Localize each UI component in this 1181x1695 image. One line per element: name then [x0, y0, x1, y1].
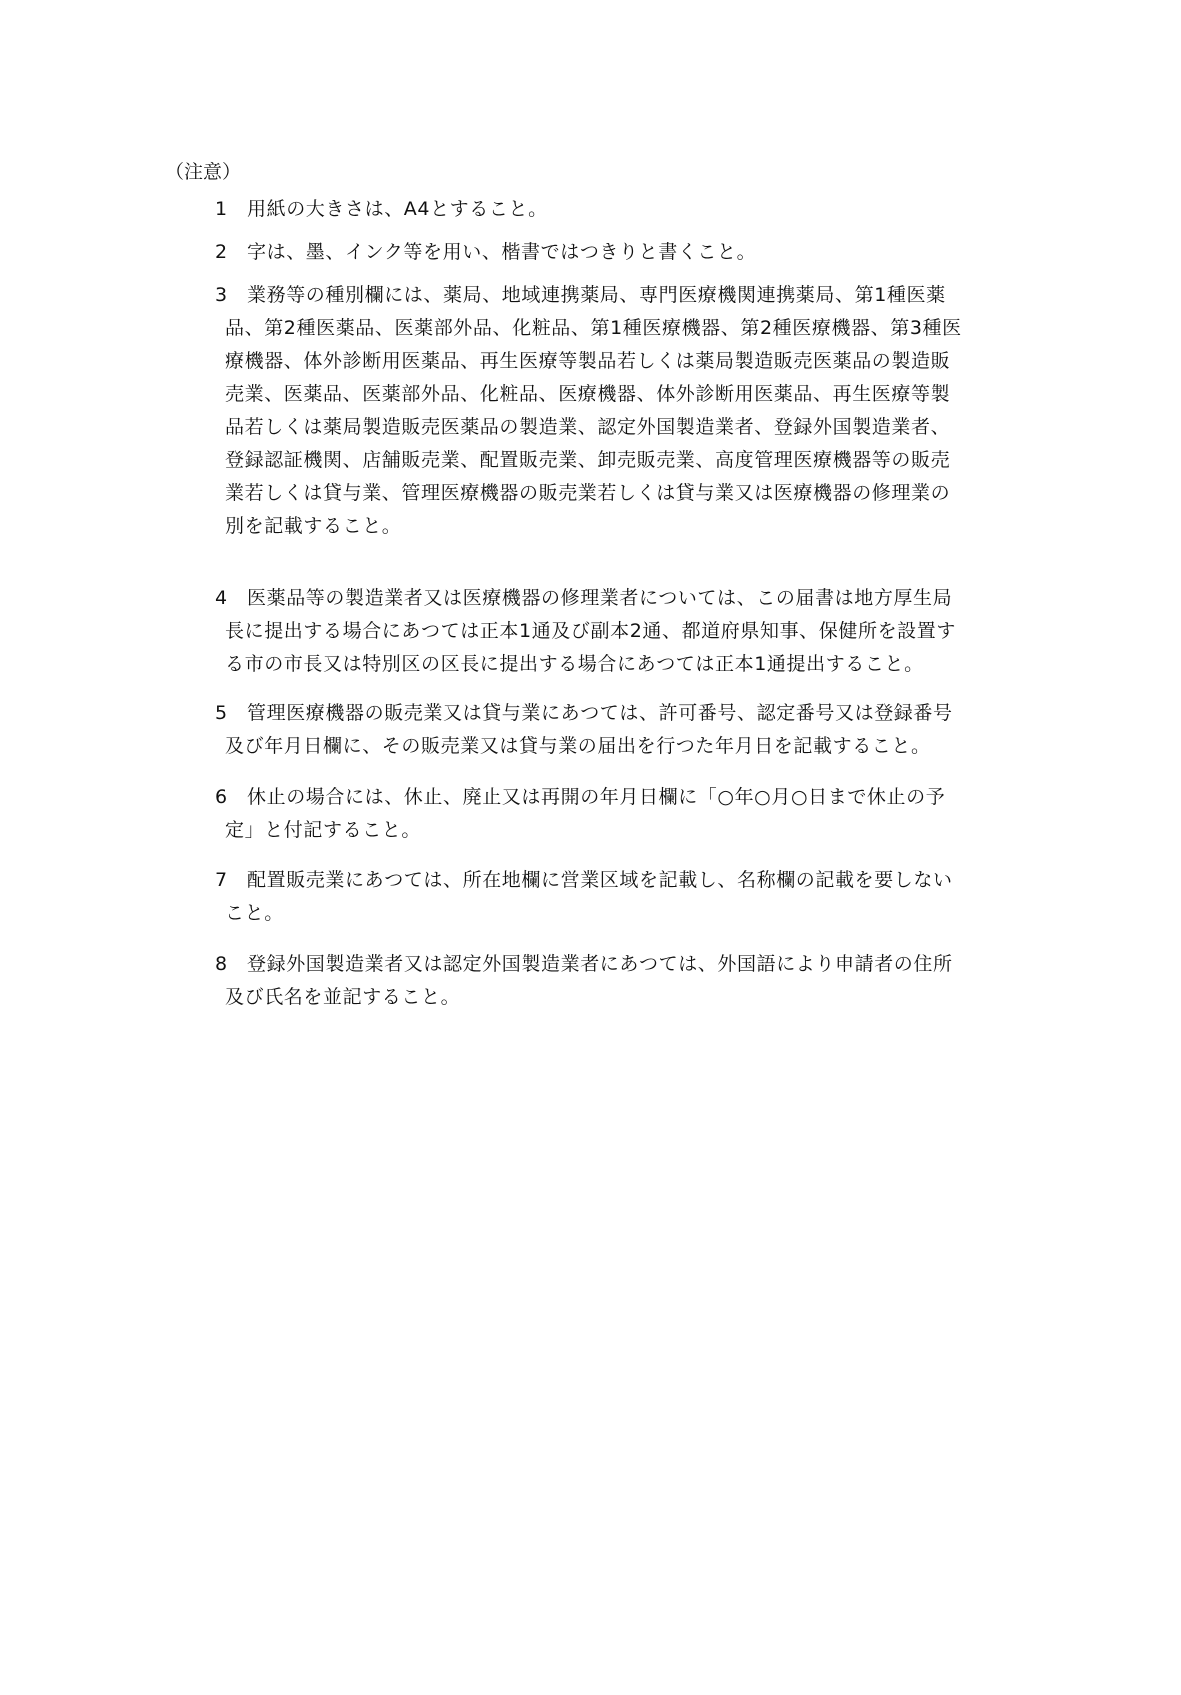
note-number: 4: [215, 587, 228, 609]
note-line: 業若しくは貸与業、管理医療機器の販売業若しくは貸与業又は医療機器の修理業の: [225, 482, 951, 504]
note-line: 配置販売業にあつては、所在地欄に営業区域を記載し、名称欄の記載を要しない: [247, 869, 953, 891]
note-line: 品、第2種医薬品、医薬部外品、化粧品、第1種医療機器、第2種医療機器、第3種医: [225, 317, 962, 339]
note-number: 1: [215, 198, 228, 220]
note-line: 休止の場合には、休止、廃止又は再開の年月日欄に「○年○月○日まで休止の予: [247, 786, 946, 808]
note-number: 3: [215, 284, 228, 306]
note-item-7: [215, 864, 1025, 930]
notes-heading: （注意）: [165, 161, 242, 183]
note-line: 管理医療機器の販売業又は貸与業にあつては、許可番号、認定番号又は登録番号: [247, 702, 953, 724]
note-item-8: [215, 948, 1025, 1014]
note-line: 療機器、体外診断用医薬品、再生医療等製品若しくは薬局製造販売医薬品の製造販: [225, 350, 951, 372]
note-number: 7: [215, 869, 228, 891]
note-line: 品若しくは薬局製造販売医薬品の製造業、認定外国製造業者、登録外国製造業者、: [225, 416, 951, 438]
note-item-2: [215, 236, 1025, 269]
note-item-3: [215, 279, 1025, 543]
note-line: 用紙の大きさは、A4とすること。: [247, 198, 548, 220]
note-item-4: [215, 582, 1025, 681]
note-line: 医薬品等の製造業者又は医療機器の修理業者については、この届書は地方厚生局: [247, 587, 953, 609]
note-line: 別を記載すること。: [225, 515, 402, 537]
note-item-1: [215, 193, 1025, 226]
note-line: 登録認証機関、店舗販売業、配置販売業、卸売販売業、高度管理医療機器等の販売: [225, 449, 951, 471]
note-line: こと。: [225, 902, 284, 924]
note-line: 長に提出する場合にあつては正本1通及び副本2通、都道府県知事、保健所を設置す: [225, 620, 956, 642]
note-line: 定」と付記すること。: [225, 819, 422, 841]
note-item-6: [215, 781, 1025, 847]
note-line: る市の市長又は特別区の区長に提出する場合にあつては正本1通提出すること。: [225, 653, 924, 675]
note-line: 字は、墨、インク等を用い、楷書ではつきりと書くこと。: [247, 241, 757, 263]
note-line: 売業、医薬品、医薬部外品、化粧品、医療機器、体外診断用医薬品、再生医療等製: [225, 383, 951, 405]
note-number: 5: [215, 702, 228, 724]
note-line: 登録外国製造業者又は認定外国製造業者にあつては、外国語により申請者の住所: [247, 953, 953, 975]
note-item-5: [215, 697, 1025, 763]
note-line: 及び氏名を並記すること。: [225, 986, 461, 1008]
note-line: 業務等の種別欄には、薬局、地域連携薬局、専門医療機関連携薬局、第1種医薬: [247, 284, 946, 306]
note-number: 8: [215, 953, 228, 975]
note-number: 2: [215, 241, 228, 263]
note-line: 及び年月日欄に、その販売業又は貸与業の届出を行つた年月日を記載すること。: [225, 735, 931, 757]
note-number: 6: [215, 786, 228, 808]
